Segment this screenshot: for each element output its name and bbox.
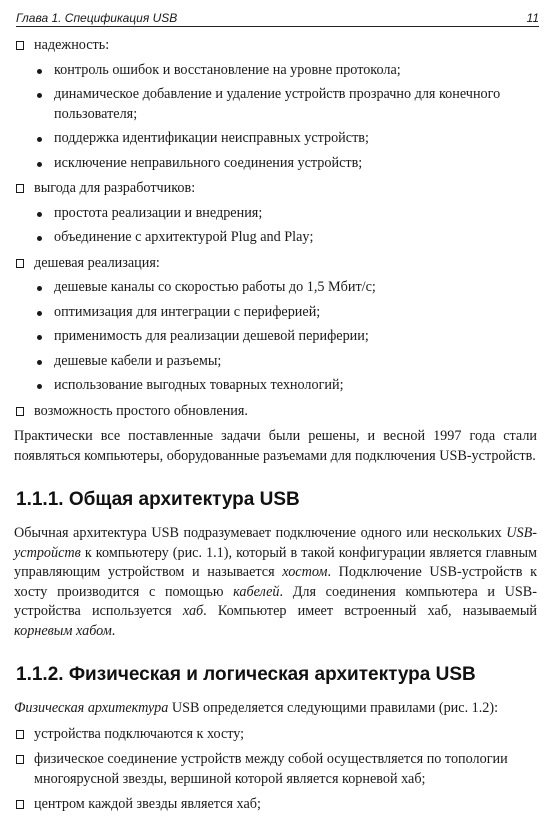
sublist-item [34,204,537,224]
running-header [16,6,539,27]
checkbox-bullet-icon [16,41,24,50]
bullet-dot-icon [37,162,42,167]
bullet-dot-icon [37,335,42,340]
list-item-text: центром каждой звезды является хаб; [34,796,261,812]
list-item [14,725,537,745]
summary-paragraph: Практически все поставленные задачи были решены, и весной 1997 года стали появляться компьютеры, оборудованные разъемами для подключения USB-устройств. [14,428,537,464]
list-item [14,254,537,396]
bullet-dot-icon [37,384,42,389]
sublist-item [34,85,537,124]
text-run: USB определяется следующими правилами (рис. 1.2): [168,700,499,716]
list-item [14,179,537,248]
sublist-item [34,303,537,323]
bullet-dot-icon [37,311,42,316]
section-heading-general-architecture: 1.1.1. Общая архитектура USB [16,489,300,510]
text-run: Обычная архитектура USB подразумевает подключение одного или нескольких [14,525,507,541]
sublist [34,278,537,396]
rules-list [14,725,537,815]
list-item-label: дешевая реализация: [34,254,160,271]
physical-architecture-intro [14,699,537,719]
list-item-label: выгода для разработчиков: [34,180,196,196]
term-usb-devices: USB-устройств [14,525,537,561]
checkbox-bullet-icon [16,407,24,416]
bullet-dot-icon [37,69,42,74]
bullet-dot-icon [37,286,42,291]
sublist-item [34,278,537,298]
checkbox-bullet-icon [16,800,24,809]
sublist-item-text: поддержка идентификации неисправных устройств; [54,130,369,146]
list-item-label: возможность простого обновления. [34,402,248,419]
sublist-item-text: контроль ошибок и восстановление на уровне протокола; [54,61,401,78]
sublist-item [34,129,537,149]
sublist-item-text: оптимизация для интеграции с периферией; [54,303,321,320]
text-run: . Подключение USB-устройств к хосту производится с помощью [14,564,537,600]
list-item [14,36,537,173]
list-item-label: надежность: [34,37,110,53]
bullet-dot-icon [37,93,42,98]
list-item [14,795,537,815]
checkbox-bullet-icon [16,259,24,268]
text-run: . Для соединения компьютера и USB-устройства используется [14,583,537,619]
sublist [34,204,537,248]
page-number: 11 [526,11,539,25]
sublist-item [34,228,537,248]
bullet-dot-icon [37,236,42,241]
section-heading-physical-logical-architecture: 1.1.2. Физическая и логическая архитектура USB [16,664,476,685]
text-run: . Компьютер имеет встроенный хаб, называемый [203,603,537,619]
sublist-item-text: объединение с архитектурой Plug and Play; [54,229,314,245]
sublist-item [34,376,537,396]
sublist-item-text: использование выгодных товарных технологий; [54,377,344,393]
sublist [34,61,537,174]
sublist-item [34,61,537,81]
chapter-title: Глава 1. Спецификация USB [16,11,178,25]
term-physical-architecture: Физическая архитектура [14,700,169,716]
sublist-item-text: дешевые кабели и разъемы; [54,352,222,369]
term-cables: кабелей [233,583,280,600]
bullet-dot-icon [37,137,42,142]
list-item-text: физическое соединение устройств между собой осуществляется по топологии многоярусной звезды, вершиной которой является корневой хаб; [34,751,508,787]
sublist-item-text: исключение неправильного соединения устройств; [54,154,363,171]
term-hub: хаб [182,603,204,619]
sublist-item-text: применимость для реализации дешевой периферии; [54,328,369,344]
term-host: хостом [282,564,328,580]
term-root-hub: корневым хабом [14,622,112,639]
text-run: . [111,622,116,639]
sublist-item-text: дешевые каналы со скоростью работы до 1,5 Мбит/с; [54,279,376,295]
checkbox-bullet-icon [16,730,24,739]
bullet-dot-icon [37,360,42,365]
sublist-item-text: динамическое добавление и удаление устройств прозрачно для конечного пользователя; [54,86,501,122]
sublist-item [34,154,537,174]
list-item [14,402,537,422]
page-content [14,36,537,821]
checkbox-bullet-icon [16,755,24,764]
sublist-item [34,352,537,372]
sublist-item [34,327,537,347]
text-run: к компьютеру (рис. 1.1), который в такой конфигурации является главным управляющим устройством и называется [14,544,537,580]
requirements-list [14,36,537,421]
list-item-text: устройства подключаются к хосту; [34,725,245,742]
list-item [14,750,537,789]
sublist-item-text: простота реализации и внедрения; [54,204,263,221]
checkbox-bullet-icon [16,184,24,193]
bullet-dot-icon [37,212,42,217]
general-architecture-paragraph [14,524,537,641]
